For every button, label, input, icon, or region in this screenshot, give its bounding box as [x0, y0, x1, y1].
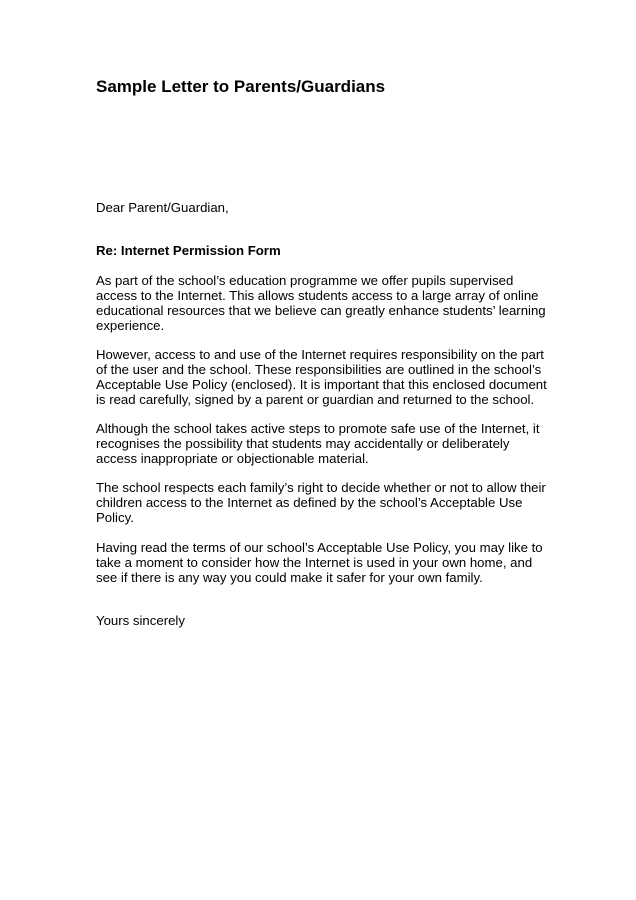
paragraph-line: Although the school takes active steps to promote safe use of the Internet, it [96, 421, 540, 436]
paragraph-line: educational resources that we believe can greatly enhance students’ learning [96, 303, 546, 318]
paragraph-line: access to the Internet. This allows students access to a large array of online [96, 288, 539, 303]
paragraph-line: Having read the terms of our school’s Acceptable Use Policy, you may like to [96, 540, 543, 555]
paragraph-3 [96, 421, 556, 466]
paragraph-line: of the user and the school. These responsibilities are outlined in the school’s [96, 362, 542, 377]
paragraph-line: access inappropriate or objectionable material. [96, 451, 369, 466]
paragraph-line: Acceptable Use Policy (enclosed). It is important that this enclosed document [96, 377, 547, 392]
paragraph-1 [96, 273, 556, 333]
paragraph-line: is read carefully, signed by a parent or guardian and returned to the school. [96, 392, 535, 407]
paragraph-line: children access to the Internet as defined by the school’s Acceptable Use [96, 495, 523, 510]
letter-title: Sample Letter to Parents/Guardians [96, 77, 386, 96]
paragraph-line: see if there is any way you could make it safer for your own family. [96, 570, 483, 585]
paragraph-4 [96, 480, 556, 525]
paragraph-2 [96, 347, 556, 407]
paragraph-line: take a moment to consider how the Internet is used in your own home, and [96, 555, 533, 570]
paragraph-line: As part of the school’s education programme we offer pupils supervised [96, 273, 514, 288]
paragraph-5 [96, 540, 556, 585]
salutation: Dear Parent/Guardian, [96, 200, 229, 215]
subject-line: Re: Internet Permission Form [96, 243, 281, 258]
paragraph-line: However, access to and use of the Internet requires responsibility on the part [96, 347, 544, 362]
paragraph-line: experience. [96, 318, 165, 333]
paragraph-line: Policy. [96, 510, 134, 525]
paragraph-line: recognises the possibility that students may accidentally or deliberately [96, 436, 510, 451]
closing-line: Yours sincerely [96, 613, 185, 628]
paragraph-line: The school respects each family’s right to decide whether or not to allow their [96, 480, 546, 495]
